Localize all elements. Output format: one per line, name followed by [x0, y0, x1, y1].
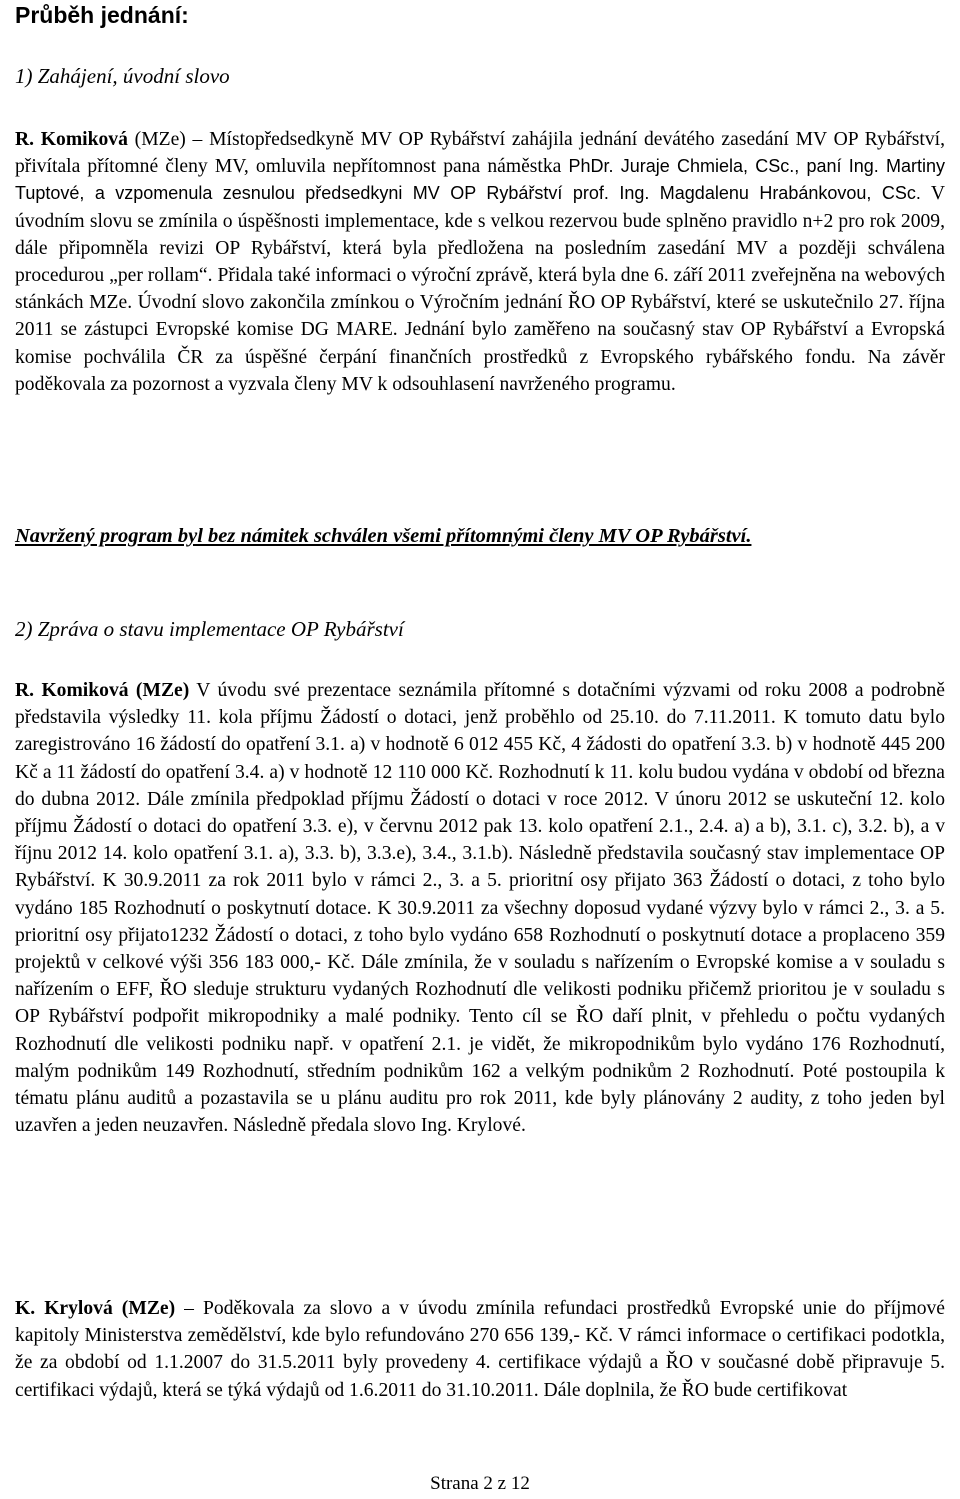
page-footer: Strana 2 z 12	[430, 1473, 530, 1494]
resolution-text: Navržený program byl bez námitek schválen všemi přítomnými členy MV OP Rybářství.	[15, 525, 752, 547]
section-2-paragraph-2: K. Krylová (MZe) – Poděkovala za slovo a v úvodu zmínila refundaci prostředků Evropské unie do příjmové kapitoly Ministerstva zemědělství, kde bylo refundováno 270 656 139,- Kč. V rámci informace o certifikaci podotkla, že za období od 1.1.2007 do 31.5.2011 byly provedeny 4. certifikace výdajů a ŘO v současné době připravuje 5. certifikaci výdajů, která se týká výdajů od 1.6.2011 do 31.10.2011. Dále doplnila, že ŘO bude certifikovat	[15, 1298, 945, 1401]
speaker-komikova: R. Komiková	[15, 129, 128, 150]
page-heading: Průběh jednání:	[15, 2, 189, 28]
section-1-title: 1) Zahájení, úvodní slovo	[15, 64, 230, 88]
speaker-komikova-2: R. Komiková (MZe)	[15, 680, 190, 701]
speaker-krylova: K. Krylová (MZe)	[15, 1298, 176, 1319]
section-2-title: 2) Zpráva o stavu implementace OP Rybářství	[15, 617, 404, 641]
section-2-paragraph-1: R. Komiková (MZe) V úvodu své prezentace seznámila přítomné s dotačními výzvami od roku 2008 a podrobně představila výsledky 11. kola příjmu Žádostí o dotaci, jenž proběhlo od 25.10. do 7.11.2011. K tomuto datu bylo zaregistrováno 16 žádostí do opatření 3.1. a) v hodnotě 6 012 455 Kč, 4 žádosti do opatření 3.3. b) v hodnotě 445 200 Kč a 11 žádostí do opatření 3.4. a) v hodnotě 12 110 000 Kč. Rozhodnutí k 11. kolu budou vydána v období od března do dubna 2012. Dále zmínila předpoklad příjmu Žádostí o dotaci v roce 2012. V únoru 2012 se uskuteční 12. kolo příjmu Žádostí o dotaci do opatření 3.3. e), v červnu 2012 pak 13. kolo opatření 2.1., 2.4. a) a b), 3.1. c), 3.2. b), a v říjnu 2012 14. kolo opatření 3.1. a), 3.3. b), 3.3.e), 3.4., 3.1.b). Následně představila současný stav implementace OP Rybářství. K 30.9.2011 za rok 2011 bylo v rámci 2., 3. a 5. prioritní osy přijato 363 Žádostí o dotaci, z toho bylo vydáno 185 Rozhodnutí o poskytnutí dotace. K 30.9.2011 za všechny doposud vydané výzvy bylo v rámci 2., 3. a 5. prioritní osy přijato1232 Žádostí o dotaci, z toho bylo vydáno 658 Rozhodnutí o poskytnutí dotace a proplaceno 359 projektů v celkové výši 356 183 000,- Kč. Dále zmínila, že v souladu s nařízením o Evropské komise a v souladu s nařízením o EFF, ŘO sleduje strukturu vydaných Rozhodnutí dle velikosti podniku přičemž prioritou je v souladu s OP Rybářství podpořit mikropodniky a malé podniky. Tento cíl se ŘO daří plnit, v přehledu o počtu vydaných Rozhodnutí dle velikosti podniku např. v opatření 2.1. je vidět, že mikropodnikům bylo vydáno 176 Rozhodnutí, malým podnikům 149 Rozhodnutí, středním podnikům 162 a velkým podnikům 2 Rozhodnutí. Poté postoupila k tématu plánu auditů a pozastavila se u plánu auditu pro rok 2011, kde byly plánovány 2 audity, z toho jeden byl uzavřen a jeden neuzavřen. Následně předala slovo Ing. Krylové.	[15, 680, 945, 1137]
section-1-paragraph: R. Komiková (MZe) – Místopředsedkyně MV OP Rybářství zahájila jednání devátého zasedání MV OP Rybářství, přivítala přítomné členy MV, omluvila nepřítomnost pana náměstka PhDr. Juraje Chmiela, CSc., paní Ing. Martiny Tuptové, a vzpomenula zesnulou předsedkyni MV OP Rybářství prof. Ing. Magdalenu Hrabánkovou, CSc. V úvodním slovu se zmínila o úspěšnosti implementace, kde s velkou rezervou bude splněno pravidlo n+2 pro rok 2009, dále připomněla revizi OP Rybářství, která byla předložena na posledním zasedání MV a později schválena procedurou „per rollam“. Přidala také informaci o výroční zprávě, která byla dne 6. září 2011 zveřejněna na webových stánkách MZe. Úvodní slovo zakončila zmínkou o Výročním jednání ŘO OP Rybářství, které se uskutečnilo 27. října 2011 se zástupci Evropské komise DG MARE. Jednání bylo zaměřeno na současný stav OP Rybářství a Evropská komise pochválila ČR za úspěšné čerpání finančních prostředků z Evropského rybářského fondu. Na závěr poděkovala za pozornost a vyzvala členy MV k odsouhlasení navrženého programu.	[15, 129, 945, 395]
